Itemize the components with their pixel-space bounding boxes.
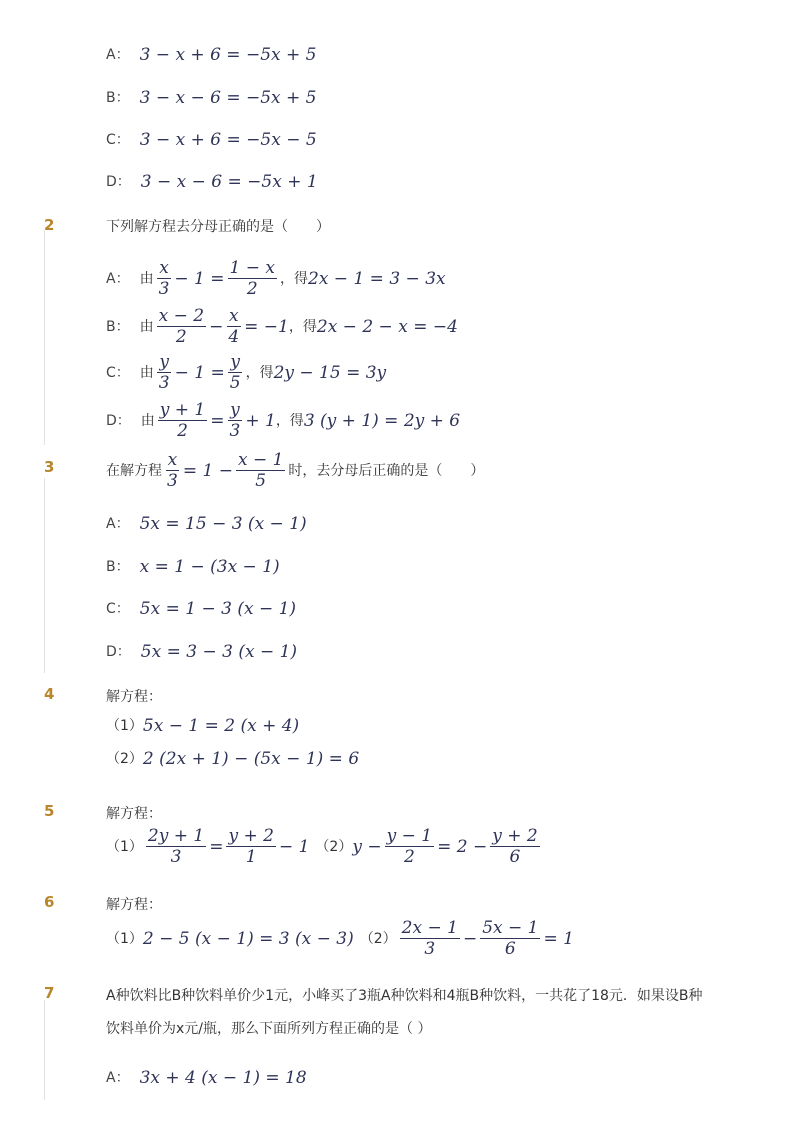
option-expression: 3 − x − 6 = −5x + 5 — [139, 88, 317, 108]
left-rule-3 — [44, 1000, 45, 1100]
question-number: 4 — [44, 685, 55, 703]
option-expression: 5x = 15 − 3 (x − 1) — [139, 514, 307, 534]
q2-option-b[interactable] — [106, 306, 458, 347]
math-text: = 1 − — [182, 460, 233, 481]
option-label: D： — [106, 412, 131, 429]
q6-parts — [106, 918, 574, 959]
math-text: 3 (y + 1) = 2y + 6 — [303, 410, 461, 431]
q2-option-c[interactable] — [106, 352, 386, 393]
numerator: y — [230, 400, 240, 420]
question-text — [106, 450, 484, 491]
part-label: （2） — [359, 930, 397, 947]
option-expression: 3x + 4 (x − 1) = 18 — [139, 1068, 307, 1088]
math-text: 2x − 1 = 3 − 3x — [308, 268, 446, 289]
math-text: = — [209, 836, 224, 857]
fraction — [490, 826, 539, 867]
question-number: 3 — [44, 458, 55, 476]
numerator: x — [167, 450, 178, 470]
fraction — [385, 826, 434, 867]
option-text: 由 — [139, 364, 154, 381]
math-text: = −1 — [244, 316, 289, 337]
math-text: 2y − 15 = 3y — [273, 362, 387, 383]
fraction — [146, 826, 206, 867]
question-text: 解方程： — [106, 806, 162, 822]
fraction — [236, 450, 285, 491]
part-label: （2） — [315, 838, 353, 855]
option-label: C： — [106, 364, 130, 381]
option-label: B： — [106, 90, 130, 106]
math-text: − 1 = — [174, 268, 225, 289]
numerator: y + 2 — [228, 826, 274, 846]
math-text: 2x − 2 − x = −4 — [316, 316, 458, 337]
q3-option-c[interactable] — [106, 597, 296, 621]
option-label: A： — [106, 47, 130, 63]
option-text: ，得 — [288, 318, 317, 335]
part-label: （2） — [106, 751, 143, 767]
option-expression: 3 − x + 6 = −5x − 5 — [139, 130, 317, 150]
q1-option-b[interactable] — [106, 86, 317, 110]
option-text: ，得 — [275, 412, 304, 429]
question-number: 2 — [44, 216, 55, 234]
math-text: 2 (2x + 1) − (5x − 1) = 6 — [142, 749, 360, 769]
fraction — [226, 306, 241, 347]
fraction — [228, 258, 277, 299]
option-text: ，得 — [280, 270, 308, 287]
fraction — [157, 258, 172, 299]
question-text-part: 在解方程 — [106, 462, 162, 479]
option-text: 由 — [139, 318, 154, 335]
option-label: C： — [106, 132, 130, 148]
q2-option-d[interactable] — [106, 400, 460, 441]
q1-option-d[interactable] — [106, 170, 318, 194]
question-text-line-2: 饮料单价为x元/瓶，那么下面所列方程正确的是（ ） — [106, 1021, 432, 1037]
math-text: − — [209, 316, 224, 337]
denominator: 5 — [255, 471, 267, 491]
math-text: y − — [352, 836, 382, 857]
denominator: 3 — [158, 373, 170, 393]
math-text: − 1 — [278, 836, 310, 857]
fraction — [158, 400, 207, 441]
math-text: = — [210, 410, 225, 431]
question-number: 6 — [44, 893, 55, 911]
numerator: y + 1 — [159, 400, 206, 420]
part-label: （1） — [106, 718, 143, 734]
numerator: 2x − 1 — [401, 918, 458, 938]
math-text: = 1 — [543, 928, 574, 949]
math-text: 2 − 5 (x − 1) = 3 (x − 3) — [142, 928, 354, 949]
denominator: 3 — [170, 847, 182, 867]
q3-option-d[interactable] — [106, 640, 297, 664]
option-expression: 3 − x − 6 = −5x + 1 — [140, 172, 318, 192]
option-label: D： — [106, 644, 131, 660]
math-text: 5x − 1 = 2 (x + 4) — [142, 716, 300, 736]
question-text: 解方程： — [106, 897, 162, 913]
numerator: 1 − x — [229, 258, 275, 278]
denominator: 2 — [246, 279, 258, 299]
numerator: x — [159, 258, 169, 278]
fraction — [157, 352, 172, 393]
option-label: B： — [106, 318, 130, 335]
fraction — [165, 450, 180, 491]
numerator: 5x − 1 — [482, 918, 539, 938]
q1-option-c[interactable] — [106, 128, 317, 152]
option-label: A： — [106, 516, 130, 532]
numerator: y − 1 — [386, 826, 433, 846]
option-label: B： — [106, 559, 130, 575]
numerator: x — [228, 306, 239, 326]
fraction — [228, 352, 243, 393]
denominator: 2 — [403, 847, 415, 867]
denominator: 3 — [167, 471, 178, 491]
fraction — [400, 918, 460, 959]
question-text-line-1: A种饮料比B种饮料单价少1元，小峰买了3瓶A种饮料和4瓶B种饮料，一共花了18元．如果设B种 — [106, 988, 703, 1004]
option-expression: 5x = 1 − 3 (x − 1) — [139, 599, 297, 619]
left-rule-1 — [44, 230, 45, 445]
numerator: y — [230, 352, 240, 372]
math-text: − 1 = — [174, 362, 225, 383]
numerator: 2y + 1 — [147, 826, 205, 846]
denominator: 1 — [245, 847, 257, 867]
denominator: 2 — [175, 327, 187, 347]
denominator: 3 — [424, 939, 436, 959]
denominator: 3 — [229, 421, 241, 441]
numerator: x − 2 — [158, 306, 205, 326]
option-label: A： — [106, 1070, 130, 1086]
math-text: = 2 − — [437, 836, 488, 857]
question-text-part: 时，去分母后正确的是（ ） — [288, 462, 485, 479]
option-expression: 5x = 3 − 3 (x − 1) — [140, 642, 298, 662]
q2-option-a[interactable] — [106, 258, 446, 299]
fraction — [228, 400, 243, 441]
q1-option-a[interactable] — [106, 43, 316, 67]
numerator: y + 2 — [492, 826, 538, 846]
option-text: ，得 — [245, 364, 274, 381]
left-rule-2 — [44, 478, 45, 673]
denominator: 6 — [509, 847, 521, 867]
question-text: 解方程： — [106, 689, 162, 705]
question-number: 7 — [44, 984, 55, 1002]
part-label: （1） — [106, 930, 143, 947]
q7-option-a[interactable] — [106, 1066, 307, 1090]
denominator: 6 — [504, 939, 516, 959]
math-text: − — [462, 928, 478, 949]
option-label: A： — [106, 270, 130, 287]
fraction — [157, 306, 206, 347]
q5-parts — [106, 826, 543, 867]
denominator: 4 — [228, 327, 240, 347]
math-text: + 1 — [245, 410, 276, 431]
option-label: D： — [106, 174, 131, 190]
part-label: （1） — [106, 838, 143, 855]
question-text: 下列解方程去分母正确的是（ ） — [106, 219, 330, 235]
option-expression: x = 1 − (3x − 1) — [139, 557, 280, 577]
q4-part-2 — [106, 747, 359, 771]
q3-option-b[interactable] — [106, 555, 280, 579]
denominator: 3 — [158, 279, 170, 299]
option-expression: 3 − x + 6 = −5x + 5 — [139, 45, 317, 65]
option-text: 由 — [139, 270, 154, 287]
option-label: C： — [106, 601, 130, 617]
q3-option-a[interactable] — [106, 512, 307, 536]
numerator: x − 1 — [237, 450, 284, 470]
option-text: 由 — [140, 412, 155, 429]
denominator: 2 — [177, 421, 188, 441]
q4-part-1 — [106, 714, 299, 738]
fraction — [480, 918, 540, 959]
denominator: 5 — [229, 373, 241, 393]
question-number: 5 — [44, 802, 55, 820]
fraction — [226, 826, 275, 867]
numerator: y — [159, 352, 169, 372]
